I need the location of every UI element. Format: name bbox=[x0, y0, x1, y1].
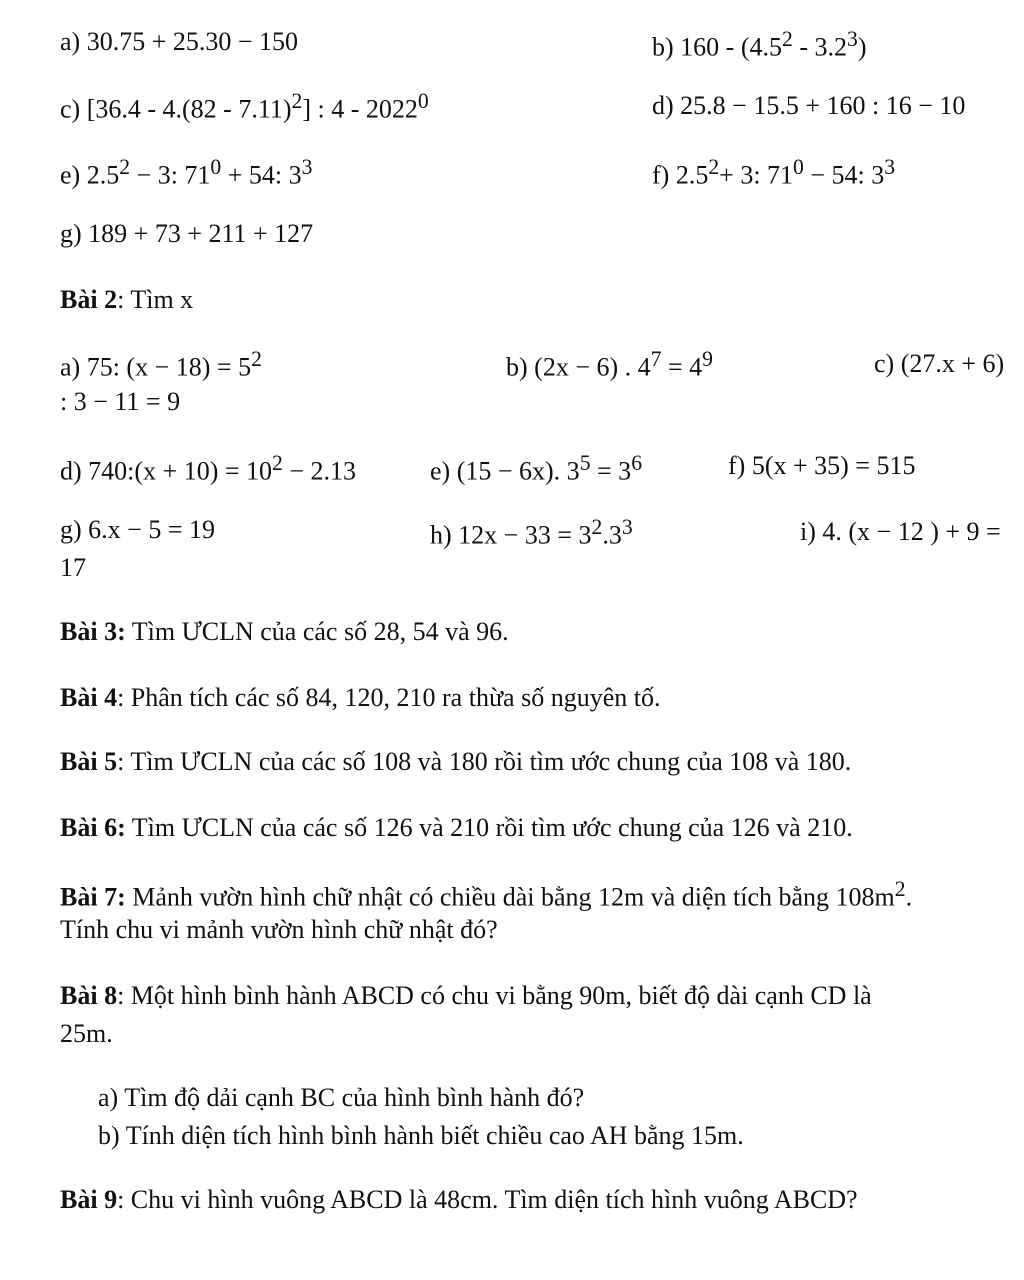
ex2-h-mid: .3 bbox=[602, 520, 622, 550]
ex4 bbox=[60, 682, 660, 713]
ex1-f bbox=[652, 154, 895, 191]
ex8-title: Bài 8 bbox=[60, 981, 118, 1010]
ex1-b-exp1: 2 bbox=[781, 27, 793, 51]
ex8-item-a-text: a) Tìm độ dải cạnh BC của hình bình hành đó? bbox=[98, 1083, 585, 1112]
ex2-b-text: b) (2x − 6) . 4 bbox=[506, 352, 651, 382]
ex1-c bbox=[60, 88, 429, 125]
ex3-title: Bài 3: bbox=[60, 617, 126, 646]
ex1-e-text: e) 2.5 bbox=[60, 160, 120, 190]
ex5-title: Bài 5 bbox=[60, 747, 118, 776]
ex1-e-mid2: + 54: 3 bbox=[221, 160, 302, 190]
ex1-e bbox=[60, 154, 312, 191]
ex1-b bbox=[652, 26, 866, 63]
ex1-b-mid: - 3.2 bbox=[792, 32, 847, 62]
ex9 bbox=[60, 1184, 858, 1215]
ex6-title: Bài 6: bbox=[60, 813, 126, 842]
ex2-c-line1 bbox=[874, 348, 1004, 379]
ex2-g-text: g) 6.x − 5 = 19 bbox=[60, 515, 215, 544]
ex1-a-text: a) 30.75 + 25.30 − 150 bbox=[60, 27, 299, 56]
ex7-text2: Tính chu vi mảnh vườn hình chữ nhật đó? bbox=[60, 915, 498, 944]
ex4-title: Bài 4 bbox=[60, 683, 118, 712]
ex2-h-text: h) 12x − 33 = 3 bbox=[430, 520, 592, 550]
ex1-c-exp1: 2 bbox=[291, 89, 303, 113]
ex2-g bbox=[60, 514, 215, 545]
ex1-f-mid2: − 54: 3 bbox=[803, 160, 885, 190]
ex2-h-exp2: 3 bbox=[621, 515, 633, 539]
ex2-i-text: i) 4. (x − 12 ) + 9 = bbox=[800, 517, 1001, 546]
ex7-exp: 2 bbox=[894, 877, 906, 901]
ex8-item-b-text: b) Tính diện tích hình bình hành biết chiều cao AH bằng 15m. bbox=[98, 1121, 744, 1150]
ex1-g-text: g) 189 + 73 + 211 + 127 bbox=[60, 219, 314, 248]
ex2-h-exp1: 2 bbox=[591, 515, 603, 539]
ex3 bbox=[60, 616, 509, 647]
ex7-line1 bbox=[60, 876, 912, 913]
ex2-h bbox=[430, 514, 633, 551]
ex2-d-text: d) 740:(x + 10) = 10 bbox=[60, 456, 273, 486]
ex2-b-exp1: 7 bbox=[650, 347, 662, 371]
ex2-b bbox=[506, 346, 713, 383]
ex3-text: Tìm ƯCLN của các số 28, 54 và 96. bbox=[125, 617, 509, 646]
ex5-text: : Tìm ƯCLN của các số 108 và 180 rồi tìm ước chung của 108 và 180. bbox=[117, 747, 852, 776]
ex8-item-a bbox=[98, 1082, 584, 1113]
ex6 bbox=[60, 812, 853, 843]
ex8-text1: : Một hình bình hành ABCD có chu vi bằng 90m, biết độ dài cạnh CD là bbox=[117, 981, 872, 1010]
ex2-b-exp2: 9 bbox=[702, 347, 713, 371]
ex1-e-exp3: 3 bbox=[301, 155, 313, 179]
ex1-f-exp2: 0 bbox=[793, 155, 804, 179]
ex2-e-text: e) (15 − 6x). 3 bbox=[430, 456, 580, 486]
ex1-f-mid1: + 3: 71 bbox=[719, 160, 794, 190]
ex1-f-exp1: 2 bbox=[708, 155, 720, 179]
ex2-a-exp: 2 bbox=[251, 347, 262, 371]
ex1-b-exp2: 3 bbox=[846, 27, 858, 51]
ex2-a-text: a) 75: (x − 18) = 5 bbox=[60, 352, 252, 382]
ex1-c-mid: ] : 4 - 2022 bbox=[302, 94, 418, 124]
ex6-text: Tìm ƯCLN của các số 126 và 210 rồi tìm ước chung của 126 và 210. bbox=[125, 813, 853, 842]
ex2-e-exp2: 6 bbox=[631, 451, 643, 475]
ex2-e bbox=[430, 450, 642, 487]
ex2-d-end: − 2.13 bbox=[282, 456, 357, 486]
ex2-e-mid: = 3 bbox=[590, 456, 632, 486]
ex1-f-text: f) 2.5 bbox=[652, 160, 709, 190]
ex2-d-exp: 2 bbox=[272, 451, 283, 475]
ex2-c-line2 bbox=[60, 386, 180, 417]
ex7-title: Bài 7: bbox=[60, 882, 126, 912]
ex2-f-text: f) 5(x + 35) = 515 bbox=[728, 451, 916, 480]
ex8-item-b bbox=[98, 1120, 744, 1151]
ex1-c-text: c) [36.4 - 4.(82 - 7.11) bbox=[60, 94, 292, 124]
ex1-e-exp2: 0 bbox=[210, 155, 222, 179]
ex2-heading bbox=[60, 284, 193, 315]
ex7-text1-end: . bbox=[905, 882, 913, 912]
ex9-title: Bài 9 bbox=[60, 1185, 118, 1214]
ex4-text: : Phân tích các số 84, 120, 210 ra thừa số nguyên tố. bbox=[117, 683, 661, 712]
ex1-g bbox=[60, 218, 313, 249]
ex2-d bbox=[60, 450, 356, 487]
ex2-c-text: c) (27.x + 6) bbox=[874, 349, 1005, 378]
ex8-line1 bbox=[60, 980, 872, 1011]
ex5 bbox=[60, 746, 851, 777]
ex2-a bbox=[60, 346, 262, 383]
ex1-f-exp3: 3 bbox=[884, 155, 896, 179]
ex7-line2 bbox=[60, 914, 498, 945]
ex7-text1: Mảnh vườn hình chữ nhật có chiều dài bằng 12m và diện tích bằng 108m bbox=[125, 882, 895, 912]
ex1-e-exp1: 2 bbox=[119, 155, 131, 179]
ex2-c-text2: : 3 − 11 = 9 bbox=[60, 387, 181, 416]
ex1-b-end: ) bbox=[857, 32, 867, 62]
ex2-i-line1 bbox=[800, 516, 1001, 547]
ex2-e-exp1: 5 bbox=[579, 451, 591, 475]
ex2-title-rest: : Tìm x bbox=[117, 285, 194, 314]
ex2-title: Bài 2 bbox=[60, 285, 118, 314]
ex9-text: : Chu vi hình vuông ABCD là 48cm. Tìm diện tích hình vuông ABCD? bbox=[117, 1185, 858, 1214]
ex1-b-text: b) 160 - (4.5 bbox=[652, 32, 782, 62]
ex2-f bbox=[728, 450, 915, 481]
ex1-c-exp2: 0 bbox=[417, 89, 429, 113]
ex2-i-text2: 17 bbox=[60, 553, 86, 582]
ex1-d-text: d) 25.8 − 15.5 + 160 : 16 − 10 bbox=[652, 91, 966, 120]
ex1-a bbox=[60, 26, 298, 57]
ex1-e-mid1: − 3: 71 bbox=[130, 160, 211, 190]
ex1-d bbox=[652, 90, 965, 121]
ex2-i-line2 bbox=[60, 552, 86, 583]
ex8-text2: 25m. bbox=[60, 1019, 113, 1048]
ex8-line2 bbox=[60, 1018, 113, 1049]
ex2-b-mid: = 4 bbox=[661, 352, 703, 382]
